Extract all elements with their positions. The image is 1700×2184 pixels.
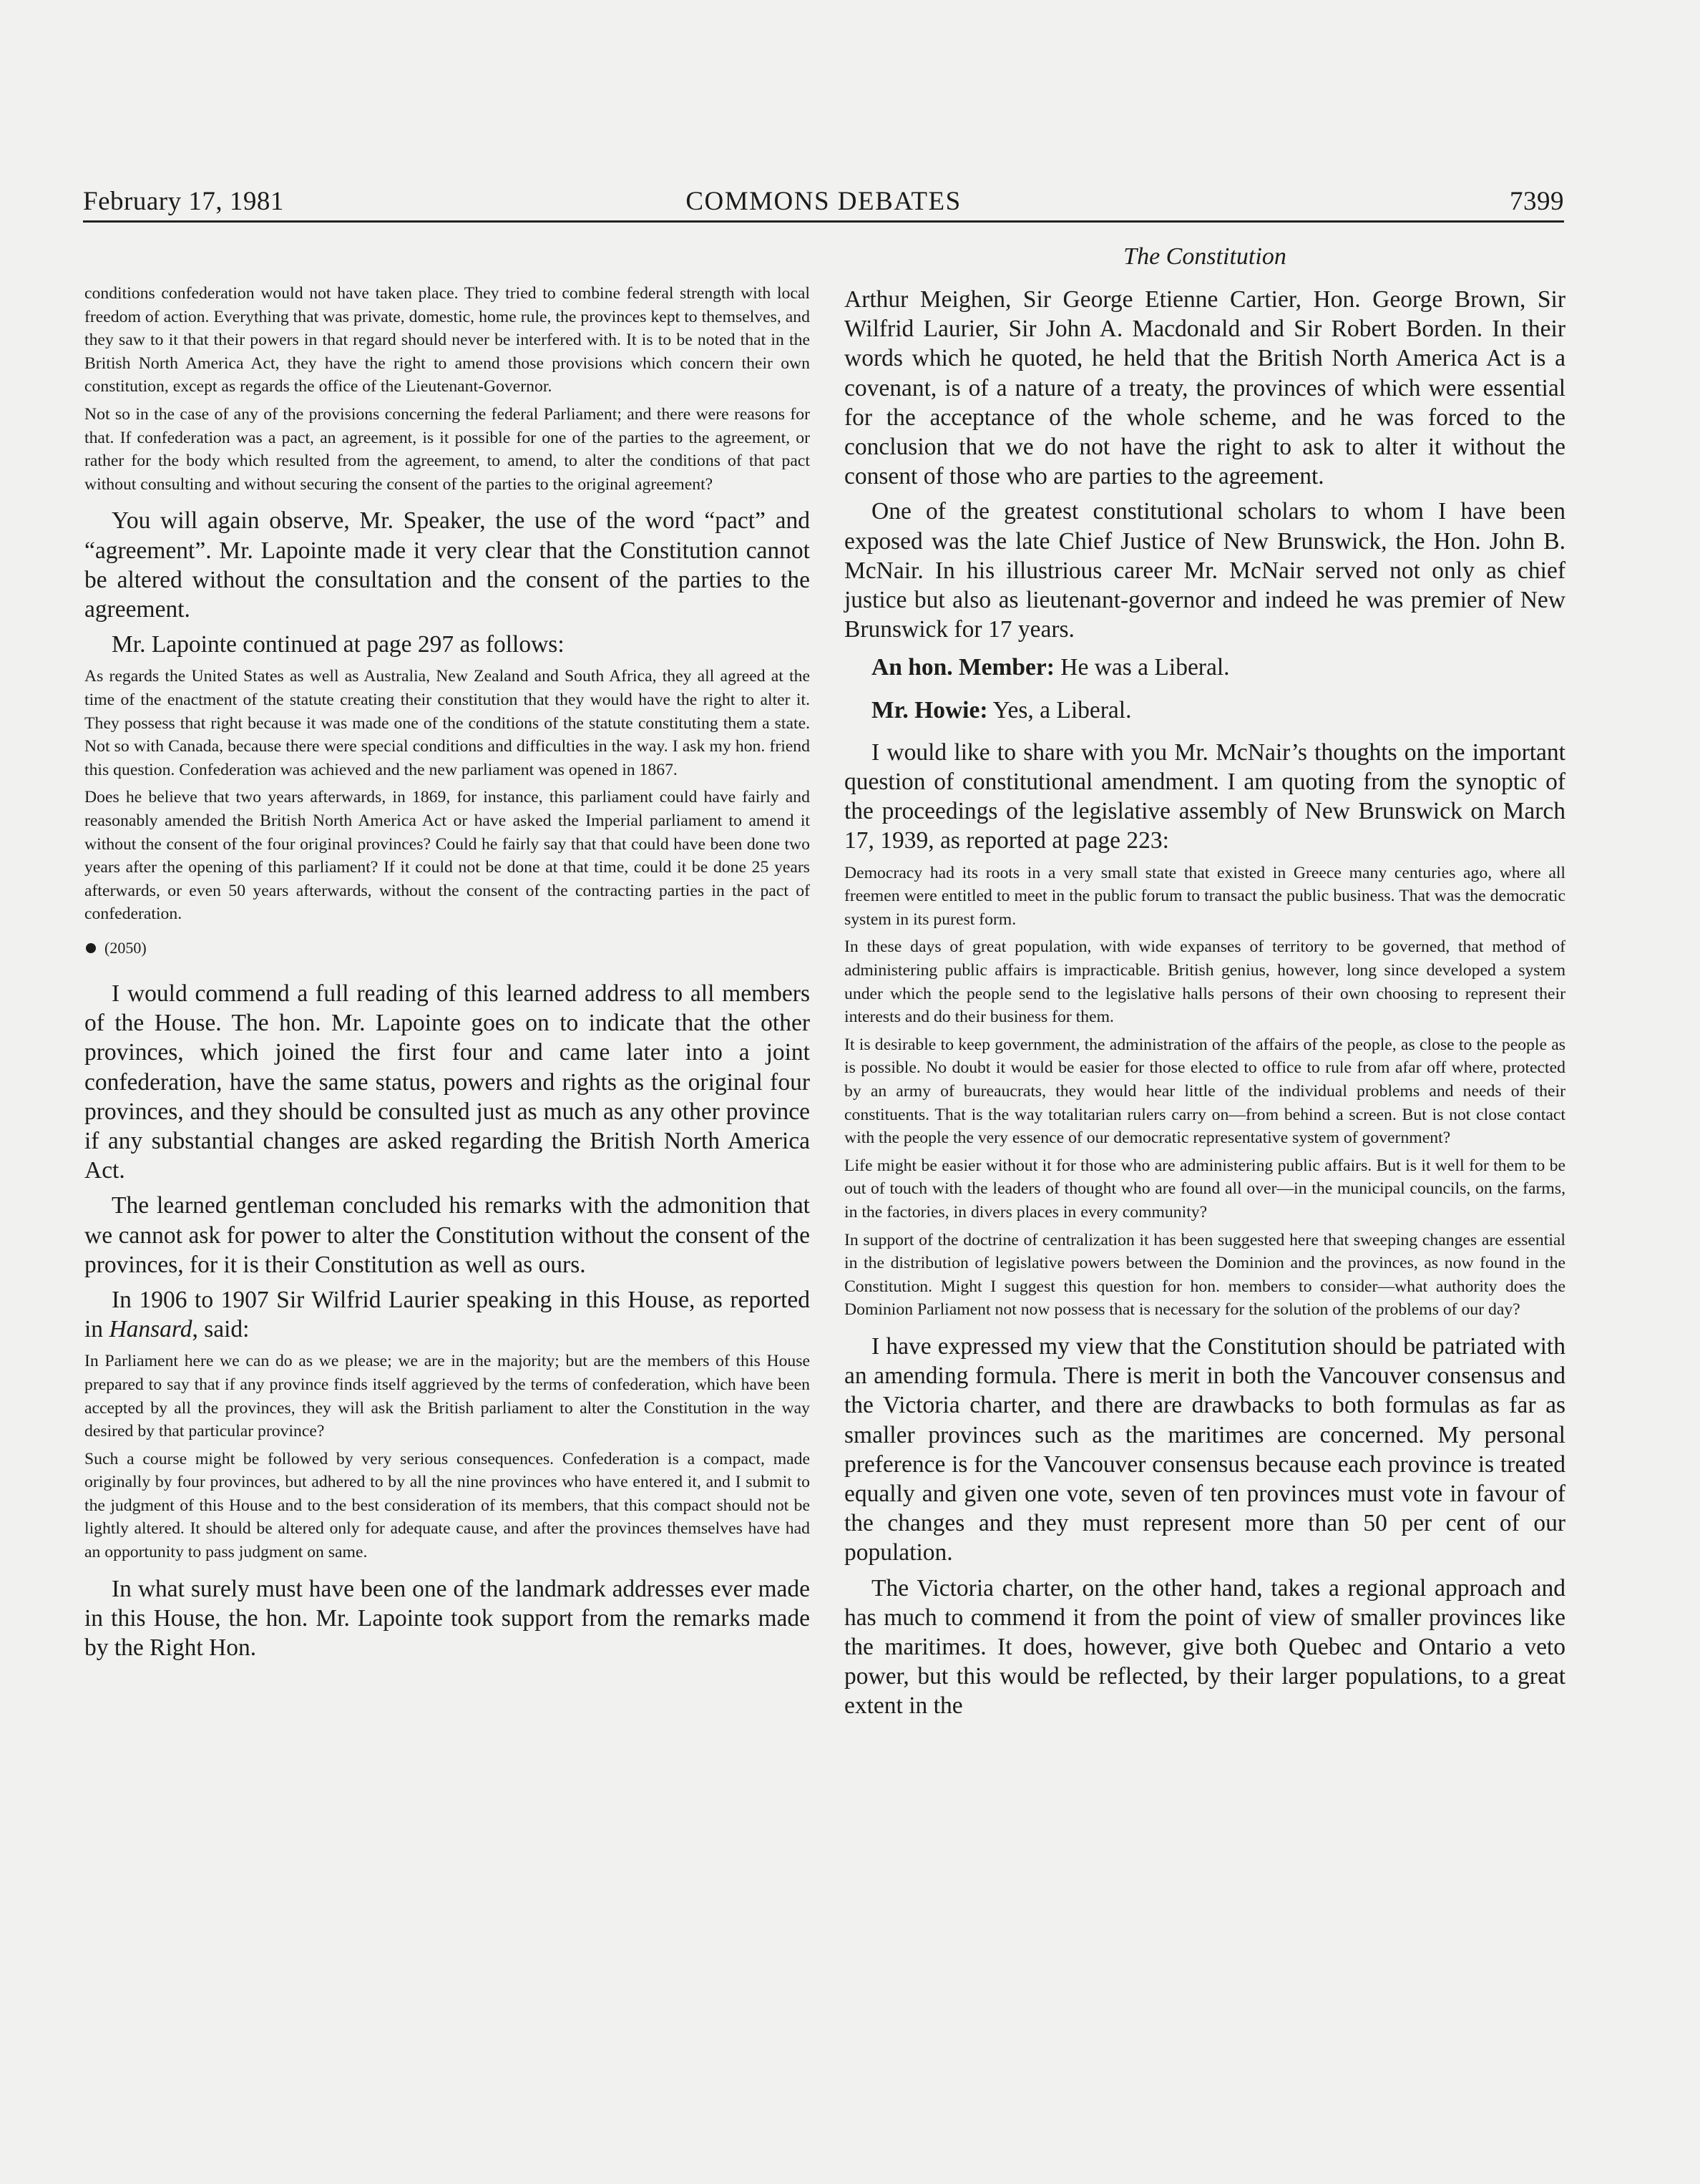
quote-paragraph: Such a course might be followed by very serious consequences. Confederation is a compact, made originally by four provinces, but adhered to by all the nine provinces who have entered it, and I submit to the judgment of this House and to the best consideration of its members, that this compact should not be lightly altered. It should be altered only for adequate cause, and after the provinces themselves have had an opportunity to pass judgment on same.: [84, 1449, 810, 1562]
speaker-text: He was a Liberal.: [1054, 654, 1230, 681]
page-header: [83, 183, 1564, 223]
quote-paragraph: Does he believe that two years afterwards, in 1869, for instance, this parliament could have fairly and reasonably amended the British North America Act or have asked the Imperial parliament to amend it without the consent of the four original provinces? Could he fairly say that that could have been done two years after the opening of this parliament? If it could not be done at that time, could it be done 25 years afterwards, or even 50 years afterwards, without the consent of the contracting parties in the pact of confederation.: [84, 788, 810, 924]
body-paragraph: Mr. Lapointe continued at page 297 as follows:: [112, 631, 565, 658]
left-column: [84, 282, 810, 1668]
body-paragraph: One of the greatest constitutional scholars to whom I have been exposed was the late Chief Justice of New Brunswick, the Hon. John B. McNair. In his illustrious career Mr. McNair served not only as chief justice but also as lieutenant-governor and indeed he was premier of New Brunswick for 17 years.: [844, 498, 1565, 643]
speaker-name: An hon. Member:: [871, 654, 1055, 681]
quote-paragraph: Not so in the case of any of the provisions concerning the federal Parliament; and there were reasons for that. If confederation was a pact, an agreement, is it possible for one of the parties to the agreement, or rather for the body which resulted from the agreement, to amend, to alter the conditions of that pact without consulting and without securing the consent of the parties to the original agreement?: [84, 404, 810, 494]
header-date: February 17, 1981: [83, 187, 284, 216]
header-page-number: 7399: [1510, 187, 1564, 216]
body-paragraph: The Victoria charter, on the other hand, takes a regional approach and has much to commend it from the point of view of smaller provinces like the maritimes. It does, however, give both Quebec and Ontario a veto power, but this would be reflected, by their larger populations, to a great extent in the: [844, 1574, 1565, 1720]
section-title: The Constitution: [1123, 243, 1286, 270]
body-paragraph: You will again observe, Mr. Speaker, the use of the word “pact” and “agreement”. Mr. Lapointe made it very clear that the Constitution cannot be altered without the consultation and the consent of the parties to the agreement.: [84, 507, 810, 623]
body-paragraph: In what surely must have been one of the landmark addresses ever made in this House, the hon. Mr. Lapointe took support from the remarks made by the Right Hon.: [84, 1575, 810, 1662]
text-run: , said:: [192, 1316, 250, 1343]
body-paragraph: I would like to share with you Mr. McNair’s thoughts on the important question of constitutional amendment. I am quoting from the synoptic of the proceedings of the legislative assembly of New Brunswick on March 17, 1939, as reported at page 223:: [844, 738, 1565, 854]
quote-paragraph: Life might be easier without it for those who are administering public affairs. But is it well for them to be out of touch with the leaders of thought who are found all over—in the municipal councils, on the farms, in the factories, in divers places in every community?: [844, 1156, 1565, 1222]
quote-paragraph: In these days of great population, with wide expanses of territory to be governed, that method of administering public affairs is impracticable. British genius, however, long since developed a system under which the people send to the legislative halls persons of their own choosing to represent their interests and do their business for them.: [844, 937, 1565, 1027]
italic-text-run: Hansard: [109, 1316, 192, 1343]
quote-paragraph: In Parliament here we can do as we please; we are in the majority; but are the members of this House prepared to say that if any province finds itself aggrieved by the terms of confederation, which have been accepted by all the provinces, they will ask the British parliament to alter the Constitution in the way desired by that particular province?: [84, 1352, 810, 1441]
body-paragraph: Arthur Meighen, Sir George Etienne Cartier, Hon. George Brown, Sir Wilfrid Laurier, Sir John A. Macdonald and Sir Robert Borden. In their words which he quoted, he held that the British North America Act is a covenant, is of a nature of a treaty, the provinces of which were essential for the acceptance of the whole scheme, and he was forced to the conclusion that we do not have the right to ask to alter it without the consent of those who are parties to the agreement.: [844, 286, 1565, 490]
quote-paragraph: As regards the United States as well as Australia, New Zealand and South Africa, they all agreed at the time of the enactment of the statute creating their constitution that they would have the right to alter it. They possess that right because it was made one of the conditions of the statute constituting them a state. Not so with Canada, because there were special conditions and difficulties in the way. I ask my hon. friend this question. Confederation was achieved and the new parliament was opened in 1867.: [84, 667, 810, 779]
speaker-line: [871, 696, 1565, 725]
speaker-text: Yes, a Liberal.: [987, 696, 1132, 723]
time-marker-text: (2050): [104, 938, 147, 957]
quote-paragraph: It is desirable to keep government, the administration of the affairs of the people, as close to the people as is possible. No doubt it would be easier for those elected to office to rule from afar off where, protected by an army of bureaucrats, they would hear little of the individual problems and needs of their constituents. That is the way totalitarian rulers carry on—from behind a screen. But is not close contact with the people the very essence of our democratic representative system of government?: [844, 1035, 1565, 1148]
body-paragraph: I have expressed my view that the Constitution should be patriated with an amending formula. There is merit in both the Vancouver consensus and the Victoria charter, and there are drawbacks to both formulas as far as smaller provinces such as the maritimes are concerned. My personal preference is for the Vancouver consensus because each province is treated equally and given one vote, seven of ten provinces must vote in favour of the changes and they must represent more than 50 per cent of our population.: [844, 1332, 1565, 1566]
quote-paragraph: Democracy had its roots in a very small state that existed in Greece many centuries ago, where all freemen were entitled to meet in the public forum to transact the public business. That was the democratic system in its purest form.: [844, 863, 1565, 929]
body-paragraph: [84, 1285, 810, 1344]
speaker-name: Mr. Howie:: [871, 696, 988, 723]
time-marker: [86, 939, 810, 957]
header-publication: COMMONS DEBATES: [685, 187, 962, 216]
bullet-icon: [86, 943, 96, 953]
body-paragraph: I would commend a full reading of this learned address to all members of the House. The hon. Mr. Lapointe goes on to indicate that the other provinces, which joined the first four and came later into a joint confederation, have the same status, powers and rights as the original four provinces, and they should be consulted just as much as any other province if any substantial changes are asked regarding the British North America Act.: [84, 980, 810, 1184]
quote-paragraph: In support of the doctrine of centralization it has been suggested here that sweeping changes are essential in the distribution of legislative powers between the Dominion and the provinces, as now found in the Constitution. Might I suggest this question for hon. members to consider—what authority does the Dominion Parliament not now possess that is necessary for the solution of the problems of our day?: [844, 1230, 1565, 1320]
body-paragraph: The learned gentleman concluded his remarks with the admonition that we cannot ask for power to alter the Constitution without the consent of the provinces, for it is their Constitution as well as ours.: [84, 1192, 810, 1278]
speaker-line: [871, 653, 1565, 682]
text-run: In 1906 to 1907 Sir Wilfrid Laurier speaking in this House, as reported in: [84, 1286, 810, 1343]
quote-paragraph: conditions confederation would not have taken place. They tried to combine federal strength with local freedom of action. Everything that was private, domestic, home rule, the provinces kept to themselves, and they saw to it that their powers in that regard should never be interfered with. It is to be noted that in the British North America Act, they have the right to amend those provisions which concern their own constitution, except as regards the office of the Lieutenant-Governor.: [84, 284, 810, 396]
right-column: [844, 285, 1565, 1727]
